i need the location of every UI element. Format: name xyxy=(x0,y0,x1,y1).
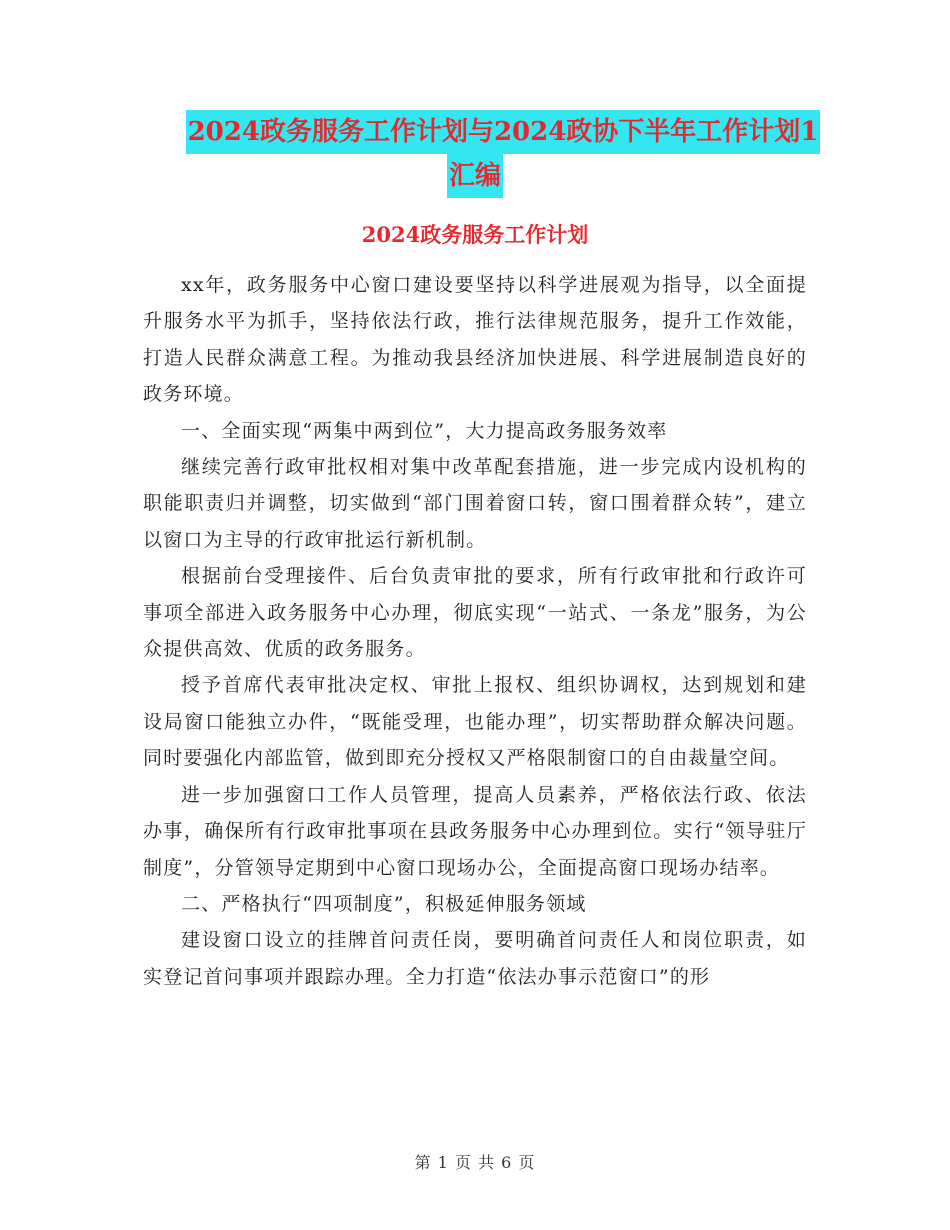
paragraph-intro: xx年，政务服务中心窗口建设要坚持以科学进展观为指导，以全面提升服务水平为抓手，坚持依法行政，推行法律规范服务，提升工作效能，打造人民群众满意工程。为推动我县经济加快进展、科学进展制造良好的政务环境。 xyxy=(143,274,807,406)
document-title-line-1: 2024政务服务工作计划与2024政协下半年工作计划1 xyxy=(186,110,821,154)
document-title-line-2: 汇编 xyxy=(447,154,503,198)
paragraph: 继续完善行政审批权相对集中改革配套措施，进一步完成内设机构的职能职责归并调整，切实做到“部门围着窗口转，窗口围着群众转”，建立以窗口为主导的行政审批运行新机制。 xyxy=(143,456,807,551)
heading-section-1: 一、全面实现“两集中两到位”，大力提高政务服务效率 xyxy=(181,419,668,442)
paragraph: 授予首席代表审批决定权、审批上报权、组织协调权，达到规划和建设局窗口能独立办件，“既能受理，也能办理”，切实帮助群众解决问题。同时要强化内部监管，做到即充分授权又严格限制窗口的自由裁量空间。 xyxy=(143,674,807,770)
heading-section-2: 二、严格执行“四项制度”，积极延伸服务领域 xyxy=(181,892,587,915)
paragraph: 进一步加强窗口工作人员管理，提高人员素养，严格依法行政、依法办事，确保所有行政审批事项在县政务服务中心办理到位。实行“领导驻厅制度”，分管领导定期到中心窗口现场办公，全面提高窗口现场办结率。 xyxy=(143,783,807,879)
section-title: 2024政务服务工作计划 xyxy=(361,222,589,247)
paragraph: 建设窗口设立的挂牌首问责任岗，要明确首问责任人和岗位职责，如实登记首问事项并跟踪办理。全力打造“依法办事示范窗口”的形 xyxy=(143,929,807,988)
paragraph: 根据前台受理接件、后台负责审批的要求，所有行政审批和行政许可事项全部进入政务服务中心办理，彻底实现“一站式、一条龙”服务，为公众提供高效、优质的政务服务。 xyxy=(143,565,807,661)
document-title xyxy=(140,110,819,198)
page-footer: 第 1 页 共 6 页 xyxy=(414,1153,536,1172)
document-body xyxy=(143,267,807,995)
